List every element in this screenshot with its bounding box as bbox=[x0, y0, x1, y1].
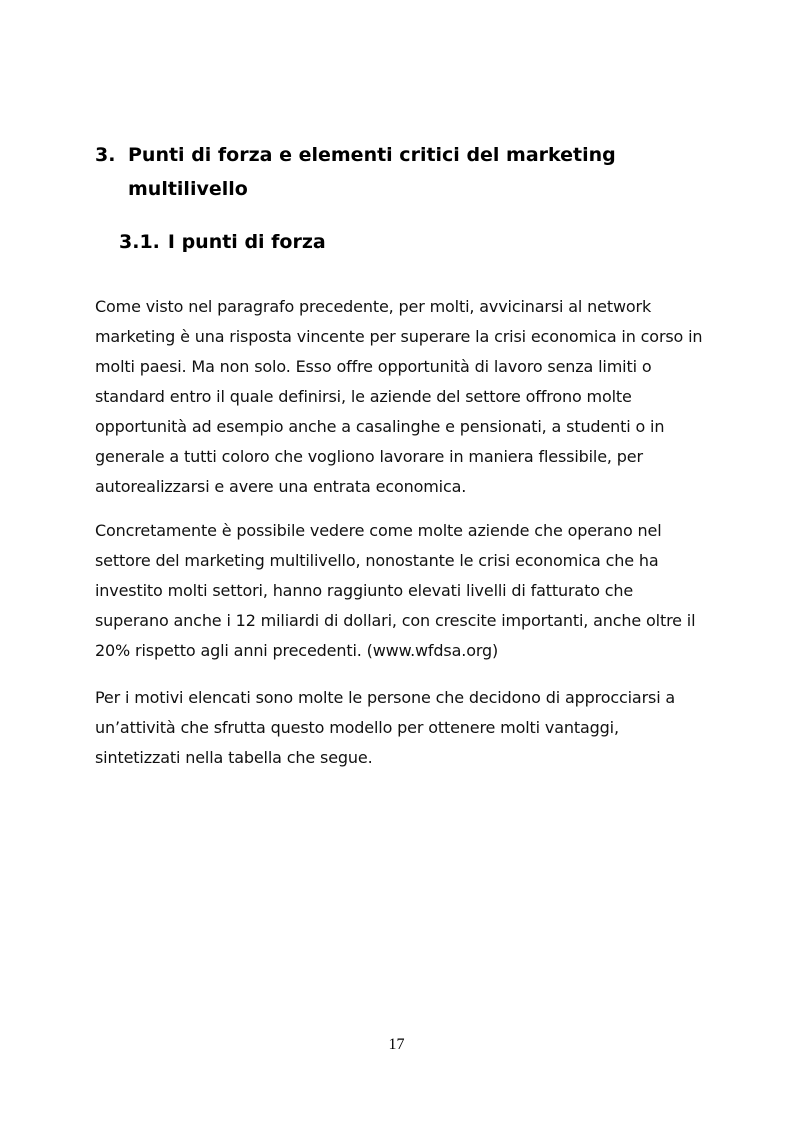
paragraph-3: Per i motivi elencati sono molte le persone che decidono di approcciarsi a un’attività che sfrutta questo modello per ottenere molti vantaggi, sintetizzati nella tabella che segue. bbox=[95, 688, 676, 767]
chapter-title: Punti di forza e elementi critici del marketing multilivello bbox=[128, 144, 616, 200]
chapter-heading bbox=[95, 138, 715, 206]
paragraph-2: Concretamente è possibile vedere come molte aziende che operano nel settore del marketing multilivello, nonostante le crisi economica che ha investito molti settori, hanno raggiunto elevati livelli di fatturato che superano anche i 12 miliardi di dollari, con crescite importanti, anche oltre il 20% rispetto agli anni precedenti. (www.wfdsa.org) bbox=[95, 521, 696, 660]
section-title: I punti di forza bbox=[167, 231, 326, 253]
section-number: 3.1. bbox=[119, 231, 160, 253]
page-number: 17 bbox=[388, 1036, 405, 1053]
section-heading bbox=[119, 227, 326, 257]
paragraph-1: Come visto nel paragrafo precedente, per molti, avvicinarsi al network marketing è una risposta vincente per superare la crisi economica in corso in molti paesi. Ma non solo. Esso offre opportunità di lavoro senza limiti o standard entro il quale definirsi, le aziende del settore offrono molte opportunità ad esempio anche a casalinghe e pensionati, a studenti o in generale a tutti coloro che vogliono lavorare in maniera flessibile, per autorealizzarsi e avere una entrata economica. bbox=[95, 297, 703, 496]
chapter-number: 3. bbox=[95, 144, 116, 166]
